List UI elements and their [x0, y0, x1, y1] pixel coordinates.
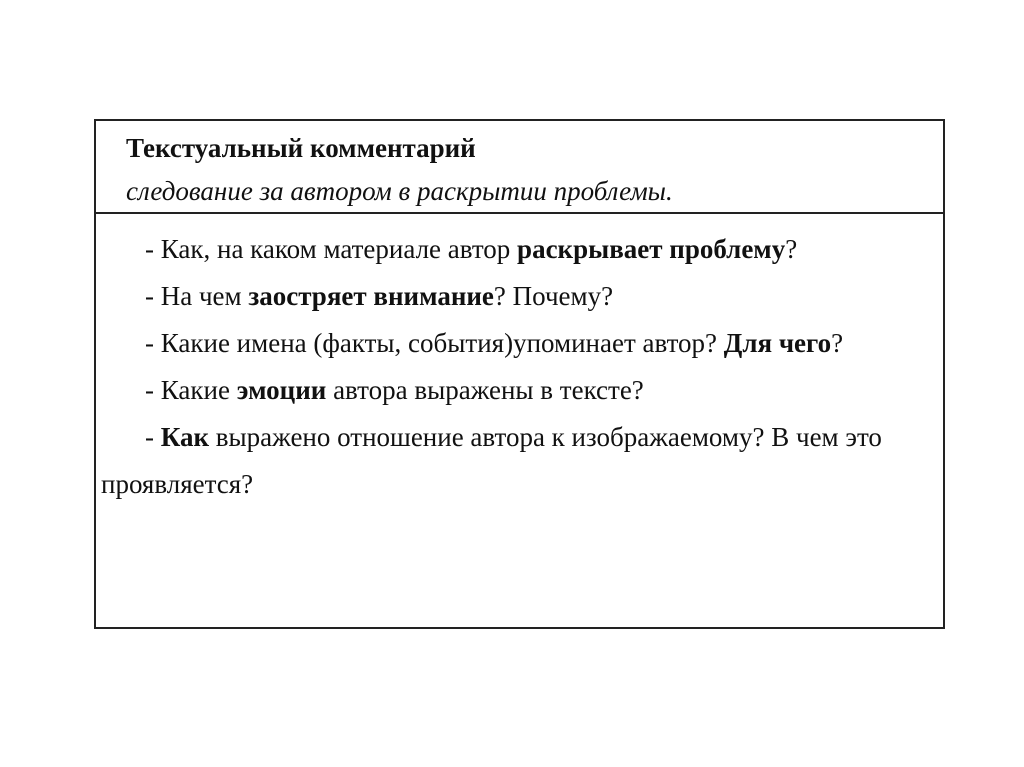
question-item — [101, 367, 936, 414]
question-keyword: Для чего — [723, 328, 832, 358]
question-text: - Как, на каком материале автор — [145, 234, 518, 264]
question-text: ? — [831, 328, 844, 358]
question-text: - — [145, 422, 161, 452]
question-item — [101, 414, 936, 508]
table-header — [96, 121, 943, 214]
question-keyword: заостряет внимание — [248, 281, 494, 311]
question-text: ? — [785, 234, 798, 264]
question-text: - Какие — [145, 375, 237, 405]
question-text: автора выражены в тексте? — [326, 375, 644, 405]
question-text: выражено отношение автора к изображаемому? В чем это проявляется? — [101, 422, 882, 499]
question-text: - Какие имена (факты, события)упоминает автор? — [145, 328, 724, 358]
question-item — [101, 226, 936, 273]
question-keyword: эмоции — [236, 375, 327, 405]
question-list — [101, 226, 936, 508]
question-keyword: раскрывает проблему — [517, 234, 786, 264]
question-text: - На чем — [145, 281, 249, 311]
question-item — [101, 320, 936, 367]
table-title: Текстуальный комментарий — [126, 133, 476, 163]
question-item — [101, 273, 936, 320]
table-subtitle: следование за автором в раскрытии проблемы. — [126, 176, 673, 206]
comment-table — [94, 119, 945, 629]
question-text: ? Почему? — [493, 281, 614, 311]
question-keyword: Как — [160, 422, 210, 452]
